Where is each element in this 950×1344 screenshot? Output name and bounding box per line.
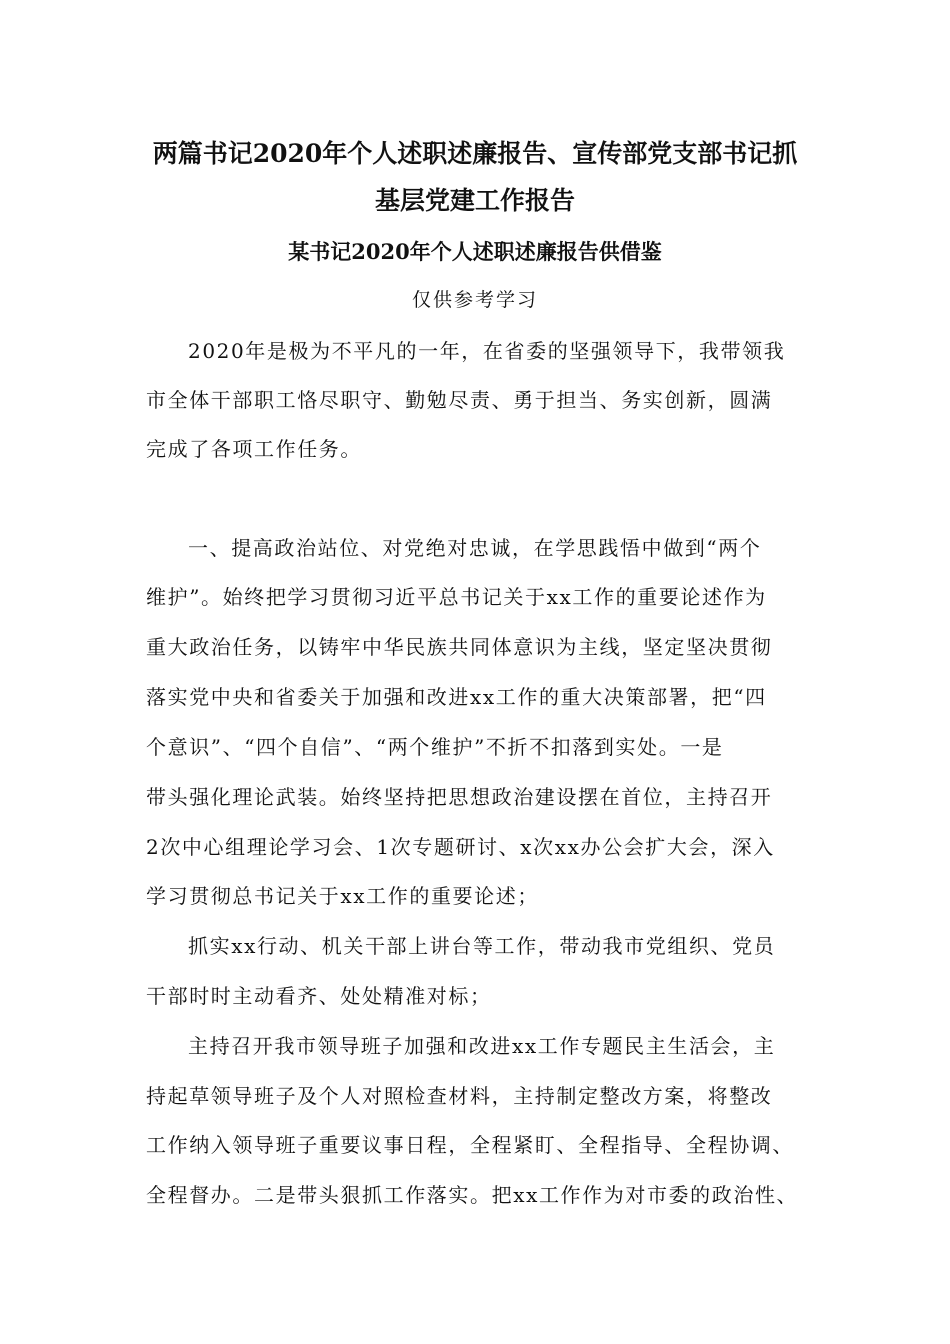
body-line: 工作纳入领导班子重要议事日程，全程紧盯、全程指导、全程协调、 [146, 1133, 794, 1157]
body-line: 重大政治任务，以铸牢中华民族共同体意识为主线，坚定坚决贯彻 [146, 635, 773, 659]
body-line: 带头强化理论武装。始终坚持把思想政治建设摆在首位，主持召开 [146, 785, 773, 809]
body-line: 学习贯彻总书记关于xx工作的重要论述； [146, 884, 539, 908]
body-line: 抓实xx行动、机关干部上讲台等工作，带动我市党组织、党员 [188, 934, 776, 958]
document-title-line-2: 基层党建工作报告 [374, 186, 575, 215]
body-line: 干部时时主动看齐、处处精准对标； [146, 984, 492, 1008]
reference-note: 仅供参考学习 [411, 289, 538, 311]
body-line: 全程督办。二是带头狠抓工作落实。把xx工作作为对市委的政治性、 [146, 1183, 799, 1207]
body-line: 完成了各项工作任务。 [146, 437, 362, 461]
body-line: 个意识”、“四个自信”、“两个维护”不折不扣落到实处。一是 [146, 735, 724, 759]
document-subtitle: 某书记2020年个人述职述廉报告供借鉴 [288, 239, 662, 264]
body-line: 主持召开我市领导班子加强和改进xx工作专题民主生活会，主 [188, 1034, 776, 1058]
body-line: 一、提高政治站位、对党绝对忠诚，在学思践悟中做到“两个 [188, 536, 762, 560]
document-title-line-1: 两篇书记2020年个人述职述廉报告、宣传部党支部书记抓 [152, 139, 798, 168]
body-line: 落实党中央和省委关于加强和改进xx工作的重大决策部署，把“四 [146, 685, 767, 709]
body-line: 持起草领导班子及个人对照检查材料，主持制定整改方案，将整改 [146, 1084, 773, 1108]
body-line: 2020年是极为不平凡的一年，在省委的坚强领导下，我带领我 [188, 339, 786, 363]
body-line: 维护”。始终把学习贯彻习近平总书记关于xx工作的重要论述作为 [146, 585, 767, 609]
body-line: 2次中心组理论学习会、1次专题研讨、x次xx办公会扩大会，深入 [146, 835, 775, 859]
body-line: 市全体干部职工恪尽职守、勤勉尽责、勇于担当、务实创新，圆满 [146, 388, 773, 412]
